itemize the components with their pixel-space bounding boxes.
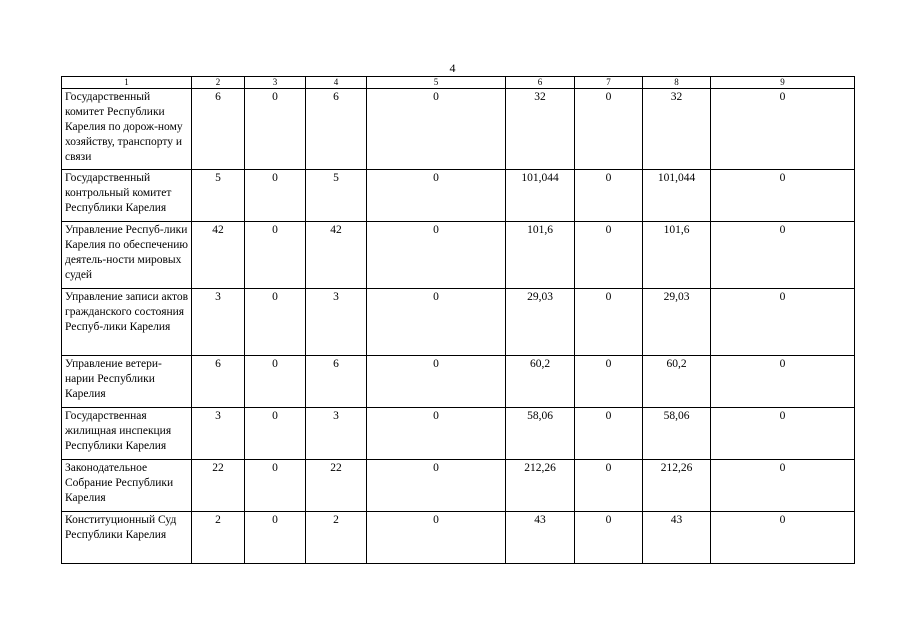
table-cell: 212,26: [643, 460, 711, 512]
table-cell: 3: [306, 289, 367, 356]
table-cell: 6: [306, 356, 367, 408]
column-header: 9: [711, 77, 855, 89]
organization-name: Государственная жилищная инспекция Республики Карелия: [62, 408, 192, 460]
table-cell: 5: [192, 170, 245, 222]
table-cell: 0: [575, 460, 643, 512]
table-cell: 0: [245, 356, 306, 408]
table-cell: 101,044: [506, 170, 575, 222]
table-cell: 6: [306, 89, 367, 170]
organization-name: Законодательное Собрание Республики Карелия: [62, 460, 192, 512]
table-cell: 60,2: [643, 356, 711, 408]
column-header: 3: [245, 77, 306, 89]
table-cell: 0: [711, 89, 855, 170]
table-cell: 0: [711, 289, 855, 356]
table-cell: 3: [192, 408, 245, 460]
organization-name: Управление записи актов гражданского состояния Респуб-лики Карелия: [62, 289, 192, 356]
organization-name: Государственный комитет Республики Карелия по дорож-ному хозяйству, транспорту и связи: [62, 89, 192, 170]
table-cell: 0: [575, 289, 643, 356]
table-cell: 0: [245, 89, 306, 170]
table-cell: 32: [643, 89, 711, 170]
table-cell: 0: [575, 89, 643, 170]
organization-name: Управление Респуб-лики Карелия по обеспечению деятель-ности мировых судей: [62, 222, 192, 289]
page-number: 4: [449, 61, 456, 75]
table-row: [62, 170, 855, 222]
column-header: 1: [62, 77, 192, 89]
table-cell: 43: [643, 512, 711, 564]
table-cell: 3: [192, 289, 245, 356]
table-cell: 0: [245, 170, 306, 222]
table-cell: 0: [367, 170, 506, 222]
table-cell: 0: [245, 408, 306, 460]
table-cell: 0: [575, 222, 643, 289]
table-cell: 60,2: [506, 356, 575, 408]
table-cell: 22: [192, 460, 245, 512]
column-header: 2: [192, 77, 245, 89]
table-cell: 101,044: [643, 170, 711, 222]
table-cell: 2: [192, 512, 245, 564]
table-cell: 3: [306, 408, 367, 460]
table-row: [62, 89, 855, 170]
table-cell: 0: [367, 356, 506, 408]
table-cell: 6: [192, 356, 245, 408]
table-cell: 2: [306, 512, 367, 564]
table-cell: 0: [711, 170, 855, 222]
organization-name: Конституционный Суд Республики Карелия: [62, 512, 192, 564]
table-cell: 0: [367, 289, 506, 356]
table-cell: 0: [575, 512, 643, 564]
header-row: [62, 77, 855, 89]
table-cell: 0: [245, 460, 306, 512]
budget-table: [61, 76, 855, 564]
table-cell: 101,6: [643, 222, 711, 289]
table-cell: 58,06: [643, 408, 711, 460]
table-cell: 0: [711, 512, 855, 564]
table-cell: 0: [575, 408, 643, 460]
organization-name: Государственный контрольный комитет Республики Карелия: [62, 170, 192, 222]
table-cell: 0: [245, 512, 306, 564]
table-cell: 0: [245, 289, 306, 356]
table-row: [62, 460, 855, 512]
table-cell: 0: [711, 460, 855, 512]
column-header: 4: [306, 77, 367, 89]
column-header: 5: [367, 77, 506, 89]
table-cell: 0: [575, 356, 643, 408]
table-row: [62, 356, 855, 408]
table-cell: 0: [367, 89, 506, 170]
table-cell: 5: [306, 170, 367, 222]
column-header: 8: [643, 77, 711, 89]
table-cell: 101,6: [506, 222, 575, 289]
table-cell: 0: [367, 512, 506, 564]
table-cell: 43: [506, 512, 575, 564]
table-cell: 0: [711, 222, 855, 289]
table-row: [62, 408, 855, 460]
column-header: 7: [575, 77, 643, 89]
table-cell: 29,03: [506, 289, 575, 356]
table-cell: 29,03: [643, 289, 711, 356]
table-cell: 0: [367, 222, 506, 289]
table-cell: 212,26: [506, 460, 575, 512]
table-cell: 0: [711, 408, 855, 460]
table-cell: 6: [192, 89, 245, 170]
organization-name: Управление ветери-нарии Республики Карелия: [62, 356, 192, 408]
table-cell: 0: [367, 460, 506, 512]
table-cell: 22: [306, 460, 367, 512]
table-cell: 0: [711, 356, 855, 408]
table-cell: 0: [245, 222, 306, 289]
table-cell: 58,06: [506, 408, 575, 460]
table-cell: 0: [367, 408, 506, 460]
table-cell: 0: [575, 170, 643, 222]
table-cell: 32: [506, 89, 575, 170]
table-row: [62, 289, 855, 356]
table-row: [62, 222, 855, 289]
table-row: [62, 512, 855, 564]
table-cell: 42: [192, 222, 245, 289]
column-header: 6: [506, 77, 575, 89]
table-cell: 42: [306, 222, 367, 289]
